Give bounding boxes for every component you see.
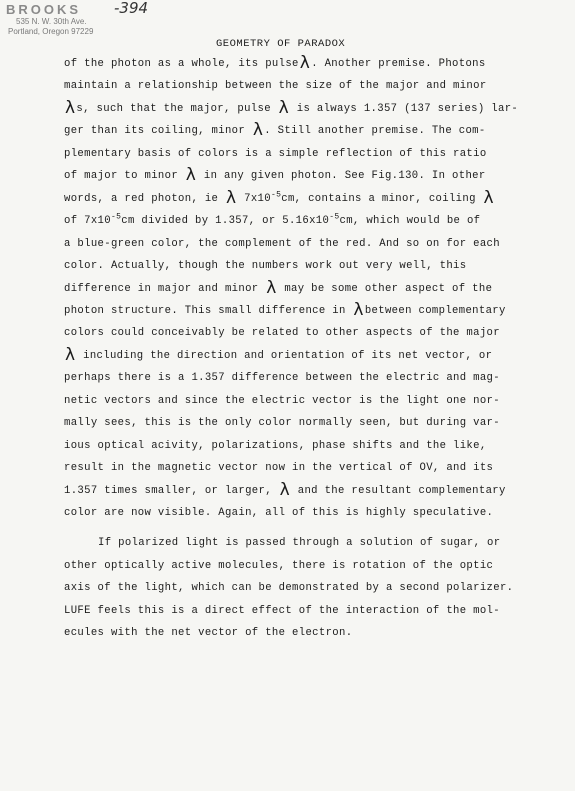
text-line — [64, 627, 352, 639]
text-run: including the direction and orientation of its net vector, or — [76, 349, 493, 362]
text-run: in any given photon. See Fig.130. In other — [197, 170, 486, 183]
text-run: netic vectors and since the electric vector is the light one nor- — [64, 394, 500, 407]
text-run: of major to minor — [64, 170, 185, 183]
text-line — [64, 260, 466, 272]
text-run: ious optical acivity, polarizations, phase shifts and the like, — [64, 439, 487, 452]
text-run: . Another premise. Photons — [311, 58, 486, 70]
text-run: mally sees, this is the only color normally seen, but during var- — [64, 417, 500, 430]
exponent: -5 — [110, 212, 122, 222]
lambda-symbol: λ — [353, 299, 364, 320]
lambda-symbol: λ — [299, 53, 311, 73]
text-run: s, such that the major, pulse — [76, 102, 278, 115]
page-title: GEOMETRY OF PARADOX — [216, 38, 346, 50]
text-run: axis of the light, which can be demonstrated by a second polarizer. — [64, 582, 514, 595]
lambda-symbol: λ — [65, 344, 76, 365]
text-run: plementary basis of colors is a simple reflection of this ratio — [64, 147, 487, 160]
lambda-symbol: λ — [225, 187, 237, 208]
lambda-symbol: λ — [266, 277, 277, 298]
text-run: 7x10 — [237, 192, 271, 205]
lambda-symbol: λ — [279, 479, 291, 500]
exponent: -5 — [329, 212, 340, 222]
text-run: perhaps there is a 1.357 difference between the electric and mag- — [64, 372, 500, 385]
text-run: color. Actually, though the numbers work out very well, this — [64, 260, 467, 273]
text-line — [64, 462, 493, 474]
text-line — [64, 507, 493, 519]
text-line — [64, 165, 486, 186]
text-run: of the photon as a whole, its pulse — [64, 58, 299, 70]
text-run: If polarized light is passed through a solution of sugar, or — [98, 537, 501, 550]
text-line — [64, 53, 486, 73]
stamp-number: -394 — [114, 0, 149, 17]
text-run: may be some other aspect of the — [277, 282, 493, 295]
text-line — [64, 344, 493, 365]
text-line — [64, 238, 500, 250]
text-run: of 7x10 — [64, 215, 111, 228]
text-run: photon structure. This small difference in — [64, 304, 353, 317]
text-run: is always 1.357 (137 series) lar- — [290, 102, 519, 115]
text-run: other optically active molecules, there is rotation of the optic — [64, 559, 494, 572]
text-run: LUFE feels this is a direct effect of the interaction of the mol- — [64, 604, 500, 617]
text-run: 1.357 times smaller, or larger, — [64, 484, 279, 497]
text-line — [64, 479, 506, 500]
address-stamp — [4, 2, 204, 42]
text-line — [64, 187, 495, 208]
text-run: a blue-green color, the complement of the red. And so on for each — [64, 237, 500, 250]
text-run: ecules with the net vector of the electron. — [64, 627, 353, 640]
stamp-address: 535 N. W. 30th Ave. — [16, 17, 87, 26]
lambda-symbol: λ — [65, 97, 76, 118]
text-line — [64, 440, 487, 452]
text-line — [64, 327, 500, 339]
text-line — [64, 97, 519, 118]
text-line — [64, 212, 481, 228]
text-line — [64, 582, 513, 594]
text-run: color are now visible. Again, all of this is highly speculative. — [64, 507, 494, 519]
text-run: cm, contains a minor, coiling — [281, 192, 483, 205]
stamp-name: BROOKS — [6, 2, 82, 17]
text-run: ger than its coiling, minor — [64, 125, 252, 138]
lambda-symbol: λ — [252, 120, 264, 141]
text-line — [64, 395, 500, 407]
text-run: and the resultant complementary — [291, 484, 506, 497]
text-line — [64, 417, 500, 429]
text-run: difference in major and minor — [64, 282, 266, 295]
text-line — [64, 120, 486, 141]
lambda-symbol: λ — [278, 97, 290, 118]
text-run: cm, which would be of — [339, 215, 481, 228]
lambda-symbol: λ — [483, 187, 494, 208]
text-run: between complementary — [364, 304, 506, 317]
stamp-city: Portland, Oregon 97229 — [8, 27, 94, 36]
text-line — [64, 299, 506, 320]
exponent: -5 — [270, 190, 282, 200]
text-line — [64, 80, 487, 92]
text-run: result in the magnetic vector now in the vertical of OV, and its — [64, 462, 494, 475]
text-run: colors could conceivably be related to other aspects of the major — [64, 327, 500, 340]
text-line — [64, 277, 493, 298]
text-line — [98, 537, 500, 549]
text-line — [64, 372, 500, 384]
text-line — [64, 605, 500, 617]
text-run: maintain a relationship between the size of the major and minor — [64, 80, 487, 93]
text-line — [64, 560, 493, 572]
text-run: . Still another premise. The com- — [264, 125, 486, 138]
text-line — [64, 148, 487, 160]
lambda-symbol: λ — [185, 165, 197, 186]
text-run: cm divided by 1.357, or 5.16x10 — [121, 215, 330, 228]
text-run: words, a red photon, ie — [64, 192, 225, 205]
